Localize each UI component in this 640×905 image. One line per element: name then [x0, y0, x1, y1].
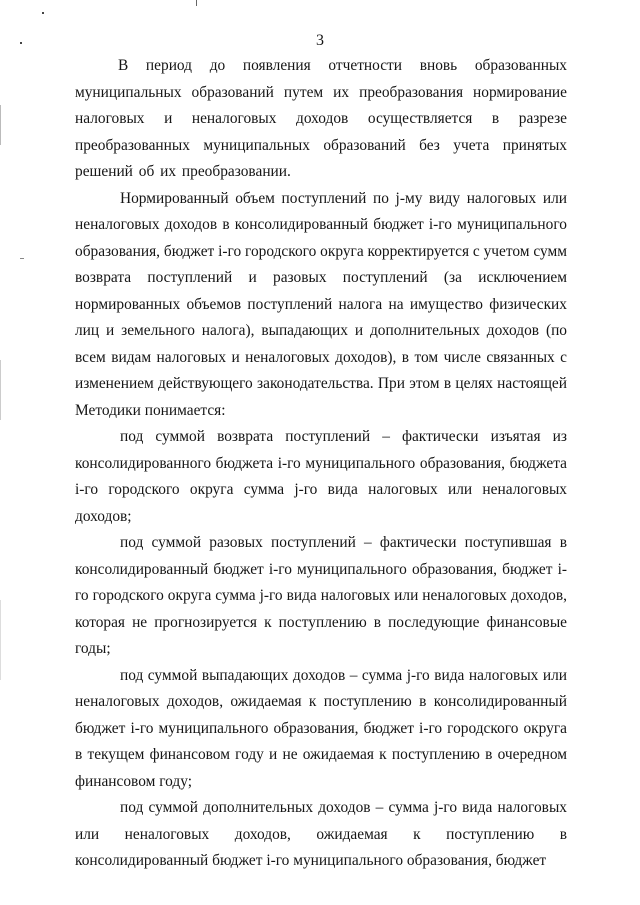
scan-artifact [196, 0, 197, 6]
page-number: 3 [316, 32, 324, 49]
document-body [75, 53, 567, 875]
scan-artifact [42, 12, 44, 14]
paragraph: Нормированный объем поступлений по j-му виду налоговых или неналоговых доходов в консолидированный бюджет i-го муниципального образования, бюджет i-го городского округа корректируется с учетом сумм возврата поступлений и разовых поступлений (за исключением нормированных объемов поступлений налога на имущество физических лиц и земельного налога), выпадающих и дополнительных доходов (по всем видам налоговых и неналоговых доходов), в том числе связанных с изменением действующего законодательства. При этом в целях настоящей Методики понимается: [75, 189, 567, 419]
scan-artifact [0, 360, 1, 420]
paragraph: В период до появления отчетности вновь образованных муниципальных образований путем их преобразования нормирование налоговых и неналоговых доходов осуществляется в разрезе преобразованных муниципальных образований без учета принятых решений об их преобразовании. [75, 57, 567, 180]
scan-artifact [20, 258, 24, 259]
paragraph: под суммой возврата поступлений – фактически изъятая из консолидированного бюджета i-го муниципального образования, бюджета i-го городского округа сумма j-го вида налоговых или неналоговых доходов; [75, 428, 567, 525]
scan-artifact [0, 105, 1, 145]
paragraph: под суммой выпадающих доходов – сумма j-го вида налоговых или неналоговых доходов, ожидаемая к поступлению в консолидированный бюджет i-го муниципального образования, бюджет i-го городского округа в текущем финансовом году и не ожидаемая к поступлению в очередном финансовом году; [75, 666, 567, 790]
paragraph: под суммой разовых поступлений – фактически поступившая в консолидированный бюджет i-го муниципального образования, бюджет i-го городского округа сумма j-го вида налоговых или неналоговых доходов, которая не прогнозируется к поступлению в последующие финансовые годы; [75, 534, 567, 657]
scan-artifact [0, 600, 1, 680]
paragraph: под суммой дополнительных доходов – сумма j-го вида налоговых или неналоговых доходов, ожидаемая к поступлению в консолидированный бюджет i-го муниципального образования, бюджет [75, 799, 567, 869]
